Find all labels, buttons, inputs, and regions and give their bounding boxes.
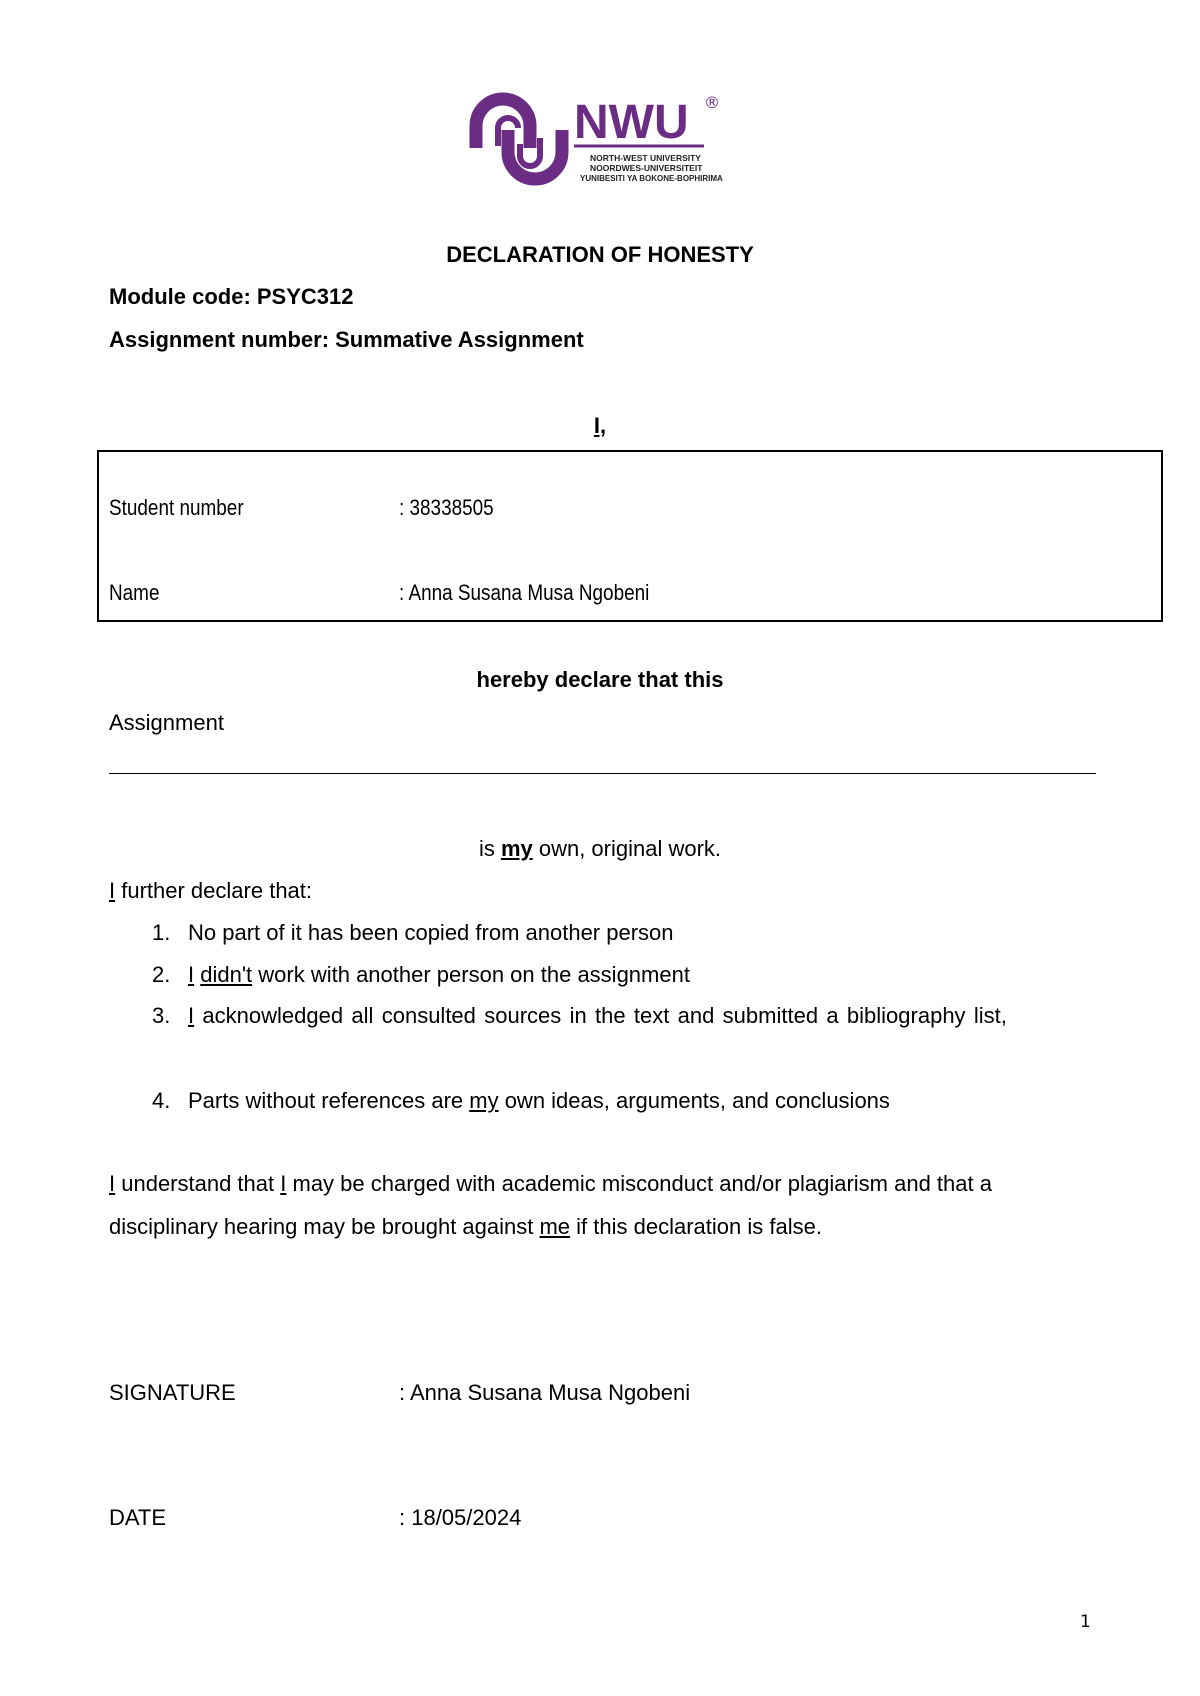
blank-line-rule <box>109 773 1096 774</box>
student-number-label: Student number <box>109 495 244 520</box>
understand-paragraph-line-2: disciplinary hearing may be brought against me if this declaration is false. <box>109 1214 822 1239</box>
signature-value: : Anna Susana Musa Ngobeni <box>399 1380 691 1405</box>
student-number-value: : 38338505 <box>399 495 494 520</box>
date-value: : 18/05/2024 <box>399 1505 522 1530</box>
further-declare: I further declare that: <box>109 878 313 903</box>
own-work-line: is my own, original work. <box>478 836 722 861</box>
list-item: I didn't work with another person on the assignment <box>188 962 690 987</box>
logo-line-1: NORTH-WEST UNIVERSITY <box>590 153 701 163</box>
assignment-number: Assignment number: Summative Assignment <box>109 327 584 352</box>
logo-registered-mark: ® <box>704 93 720 112</box>
name-label: Name <box>109 580 160 605</box>
list-item-number: 3. <box>152 1003 171 1028</box>
list-item-number: 2. <box>152 962 171 987</box>
logo-wordmark: NWU <box>574 96 689 149</box>
list-item: Parts without references are my own ideas, arguments, and conclusions <box>188 1088 890 1113</box>
list-item-number: 4. <box>152 1088 171 1113</box>
list-item: I acknowledged all consulted sources in the text and submitted a bibliography list, <box>188 1003 1007 1028</box>
assignment-word: Assignment <box>109 710 224 735</box>
list-item: No part of it has been copied from another person <box>188 920 674 945</box>
hereby-declare: hereby declare that this <box>476 667 724 692</box>
name-value: : Anna Susana Musa Ngobeni <box>399 580 650 605</box>
declaration-title: DECLARATION OF HONESTY <box>446 242 754 267</box>
logo-line-2: NOORDWES-UNIVERSITEIT <box>590 163 703 173</box>
list-item-number: 1. <box>152 920 171 945</box>
signature-label: SIGNATURE <box>109 1380 236 1405</box>
i-heading: I, <box>593 413 607 438</box>
logo-line-3: YUNIBESITI YA BOKONE-BOPHIRIMA <box>580 174 723 183</box>
understand-paragraph-line-1: I understand that I may be charged with academic misconduct and/or plagiarism and that a <box>109 1171 992 1196</box>
date-label: DATE <box>109 1505 167 1530</box>
nwu-logo <box>468 86 738 192</box>
page-number: 1 <box>1080 1612 1091 1632</box>
module-code: Module code: PSYC312 <box>109 284 354 309</box>
